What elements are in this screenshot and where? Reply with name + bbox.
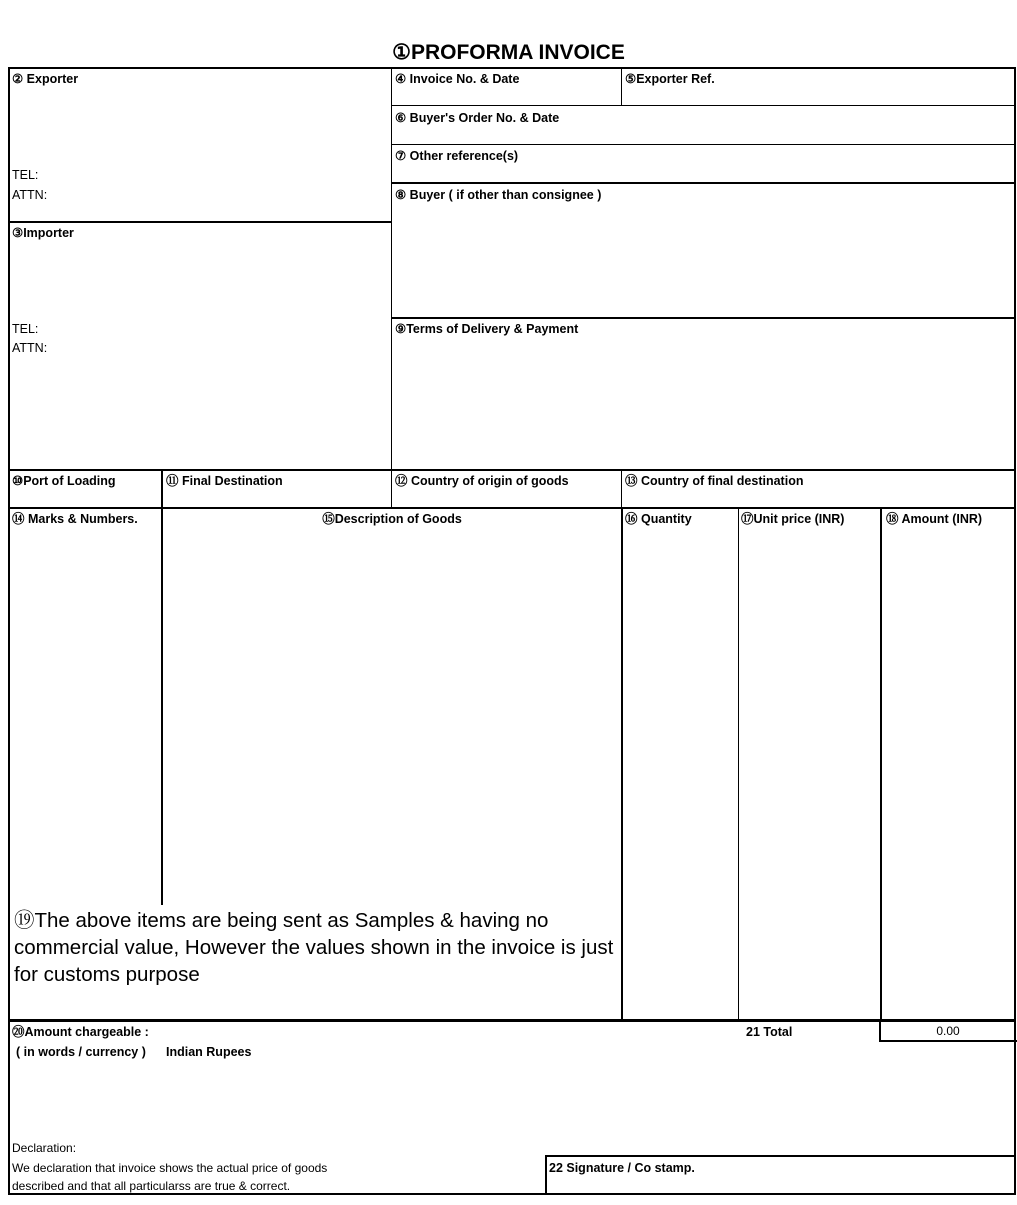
country-final-label: ⑬ Country of final destination	[625, 474, 804, 488]
marks-header: ⑭ Marks & Numbers.	[12, 512, 138, 526]
invoice-no-date-label: ④ Invoice No. & Date	[395, 72, 520, 86]
page-title: ①PROFORMA INVOICE	[392, 41, 625, 64]
samples-note: ⑲The above items are being sent as Samples & having no commercial value, However the values shown in the invoice is just for customs purpose	[14, 909, 614, 986]
port-of-loading-label: ⑩Port of Loading	[12, 474, 116, 488]
importer-label: ③Importer	[12, 226, 74, 240]
total-value: 0.00	[936, 1024, 960, 1038]
currency-value: Indian Rupees	[166, 1045, 252, 1059]
total-label: 21 Total	[746, 1025, 793, 1039]
amount-header: ⑱ Amount (INR)	[886, 512, 983, 526]
declaration-heading: Declaration:	[12, 1141, 77, 1155]
in-words-label: ( in words / currency )	[16, 1045, 146, 1059]
importer-attn-label: ATTN:	[12, 341, 48, 355]
unit-price-header: ⑰Unit price (INR)	[741, 512, 845, 526]
country-origin-label: ⑫ Country of origin of goods	[395, 474, 569, 488]
signature-label: 22 Signature / Co stamp.	[549, 1161, 695, 1175]
declaration-line-1: We declaration that invoice shows the actual price of goods	[12, 1161, 328, 1175]
other-reference-label: ⑦ Other reference(s)	[395, 149, 519, 163]
description-header: ⑮Description of Goods	[322, 512, 462, 526]
buyer-label: ⑧ Buyer ( if other than consignee )	[395, 188, 602, 202]
buyers-order-label: ⑥ Buyer's Order No. & Date	[395, 111, 560, 125]
importer-tel-label: TEL:	[12, 322, 39, 336]
final-destination-label: ⑪ Final Destination	[166, 474, 283, 488]
quantity-header: ⑯ Quantity	[625, 512, 692, 526]
exporter-attn-label: ATTN:	[12, 188, 48, 202]
exporter-tel-label: TEL:	[12, 168, 39, 182]
exporter-label: ② Exporter	[12, 72, 79, 86]
declaration-line-2: described and that all particularss are true & correct.	[12, 1179, 291, 1193]
amount-chargeable-label: ⑳Amount chargeable :	[12, 1025, 149, 1039]
exporter-ref-label: ⑤Exporter Ref.	[625, 72, 715, 86]
terms-label: ⑨Terms of Delivery & Payment	[395, 322, 579, 336]
